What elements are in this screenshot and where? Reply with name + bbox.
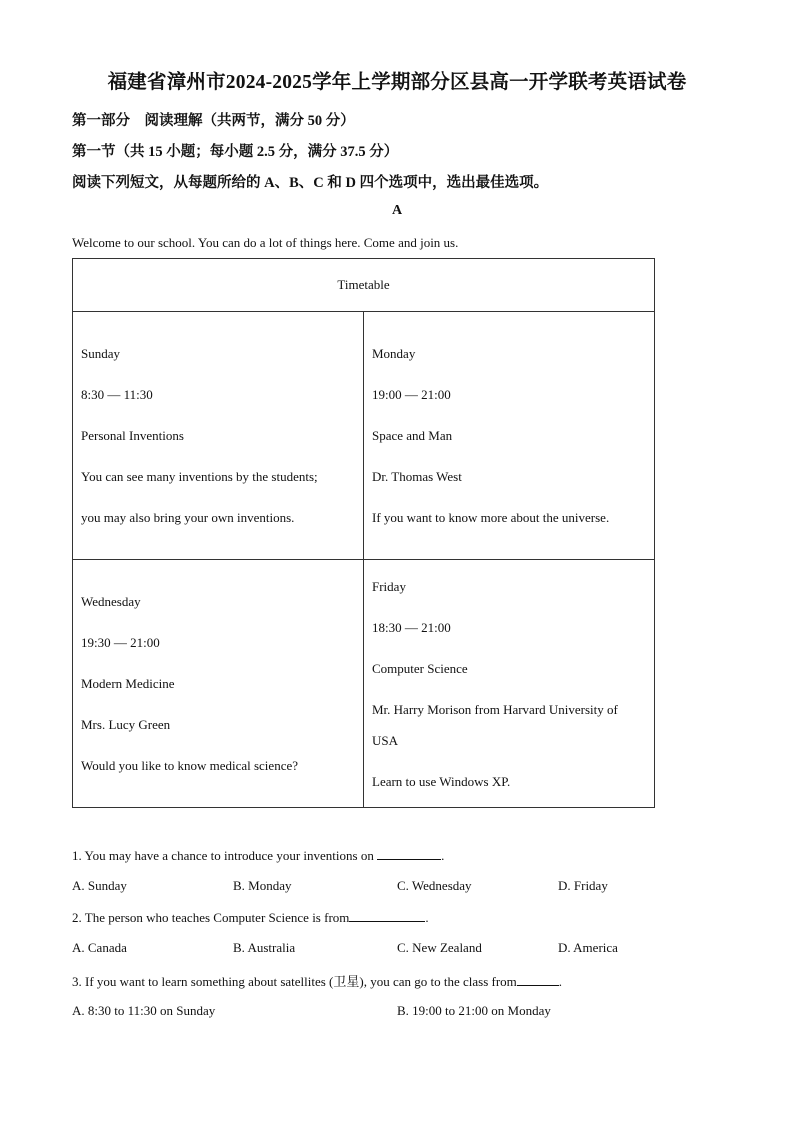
- cell-topic: Personal Inventions: [81, 428, 184, 443]
- timetable-cell-sunday: [73, 312, 364, 560]
- option-a[interactable]: A. Sunday: [72, 878, 127, 893]
- answer-blank[interactable]: [349, 909, 425, 922]
- timetable-cell-friday: [364, 560, 655, 808]
- cell-topic: Space and Man: [372, 428, 453, 443]
- question-end: .: [558, 974, 563, 989]
- option-a[interactable]: A. 8:30 to 11:30 on Sunday: [72, 1003, 216, 1018]
- question-1: [72, 847, 444, 864]
- instruction: 阅读下列短文，从每题所给的 A、B、C 和 D 四个选项中，选出最佳选项。: [72, 175, 549, 191]
- question-2-options: [72, 940, 692, 958]
- cell-time: 19:00 — 21:00: [372, 387, 451, 402]
- cell-person: Mr. Harry Morison from Harvard University of USA: [372, 701, 618, 748]
- option-c[interactable]: C. New Zealand: [397, 940, 482, 955]
- cell-time: 18:30 — 21:00: [372, 619, 451, 635]
- cell-desc: You can see many inventions by the students;: [81, 469, 318, 484]
- timetable-cell-wednesday: [73, 560, 364, 808]
- answer-blank[interactable]: [517, 973, 559, 986]
- answer-blank[interactable]: [377, 847, 441, 860]
- question-3-options: [72, 1003, 692, 1021]
- cell-desc: you may also bring your own inventions.: [81, 510, 295, 525]
- question-1-options: [72, 878, 692, 896]
- cell-day: Wednesday: [81, 594, 141, 609]
- cell-topic: Computer Science: [372, 660, 468, 676]
- cell-day: Friday: [372, 578, 406, 594]
- option-b[interactable]: B. Monday: [233, 878, 292, 893]
- question-3: [72, 971, 562, 990]
- question-stem: 3. If you want to learn something about satellites (卫星), you can go to the class from: [72, 974, 517, 989]
- passage-intro: Welcome to our school. You can do a lot of things here. Come and join us.: [72, 235, 459, 250]
- cell-time: 8:30 — 11:30: [81, 387, 153, 402]
- option-d[interactable]: D. Friday: [558, 878, 608, 893]
- option-b[interactable]: B. Australia: [233, 940, 296, 955]
- option-b[interactable]: B. 19:00 to 21:00 on Monday: [397, 1003, 551, 1018]
- question-end: .: [425, 910, 429, 925]
- cell-topic: Modern Medicine: [81, 676, 175, 691]
- cell-person: Dr. Thomas West: [372, 469, 462, 484]
- option-d[interactable]: D. America: [558, 940, 618, 955]
- option-c[interactable]: C. Wednesday: [397, 878, 472, 893]
- section-heading: 第一节（共 15 小题；每小题 2.5 分，满分 37.5 分）: [72, 144, 399, 160]
- cell-day: Monday: [372, 346, 416, 361]
- cell-desc: Learn to use Windows XP.: [372, 773, 511, 789]
- timetable-header: Timetable: [73, 259, 655, 312]
- question-stem: 1. You may have a chance to introduce your inventions on: [72, 848, 374, 863]
- question-2: [72, 909, 429, 926]
- question-stem: 2. The person who teaches Computer Science is from: [72, 910, 350, 925]
- timetable-cell-monday: [364, 312, 655, 560]
- passage-label: A: [391, 203, 403, 218]
- timetable: [72, 258, 655, 808]
- option-a[interactable]: A. Canada: [72, 940, 127, 955]
- cell-desc: If you want to know more about the universe.: [372, 510, 610, 525]
- cell-desc: Would you like to know medical science?: [81, 758, 299, 773]
- exam-title: 福建省漳州市2024-2025学年上学期部分区县高一开学联考英语试卷: [107, 72, 687, 93]
- part-heading: 第一部分 阅读理解（共两节，满分 50 分）: [72, 113, 355, 129]
- cell-day: Sunday: [81, 346, 120, 361]
- question-end: .: [441, 848, 445, 863]
- cell-person: Mrs. Lucy Green: [81, 717, 171, 732]
- cell-time: 19:30 — 21:00: [81, 635, 160, 650]
